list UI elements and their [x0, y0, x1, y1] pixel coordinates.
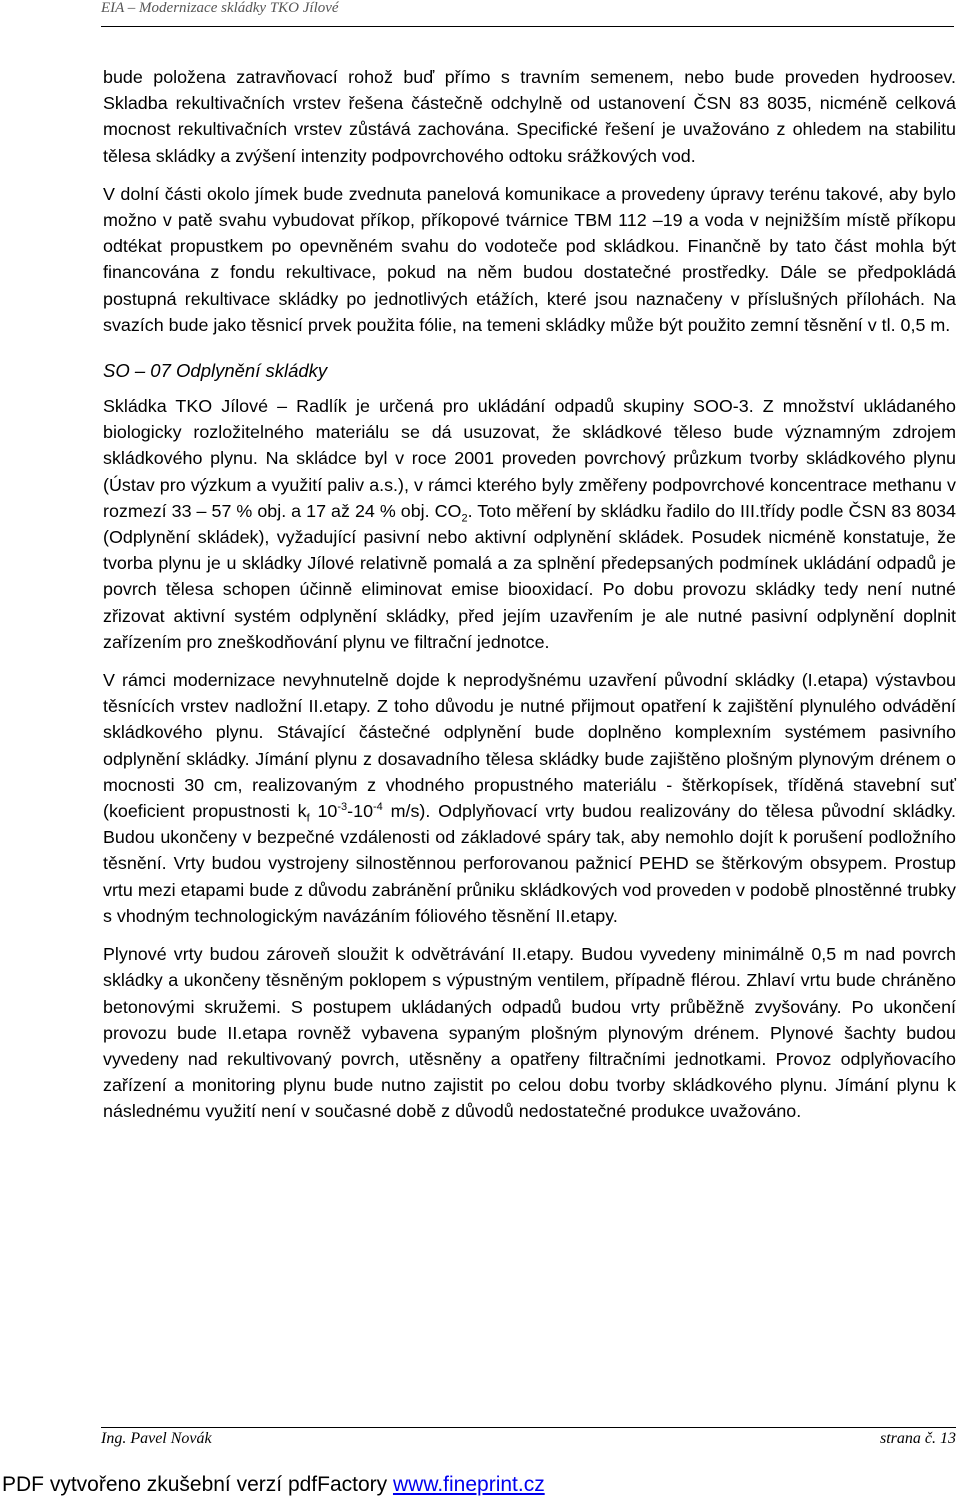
footer-author: Ing. Pavel Novák: [101, 1430, 212, 1447]
header-title: EIA – Modernizace skládky TKO Jílové: [101, 0, 339, 16]
pdf-creator-note: [2, 1473, 545, 1497]
paragraph: bude položena zatravňovací rohož buď přímo s travním semenem, nebo bude proveden hydroosev. Skladba rekultivačních vrstev řešena částečně odchylně od ustanovení ČSN 83 8035, nicméně celková mocnost rekultivačních vrstev zůstává zachována. Specifické řešení je uvažováno z ohledem na stabilitu tělesa skládky a zvýšení intenzity podpovrchového odtoku srážkových vod.: [103, 67, 956, 166]
footer-divider: [101, 1427, 956, 1428]
pdf-note-text: PDF vytvořeno zkušební verzí pdfFactory: [2, 1473, 393, 1496]
paragraph: V dolní části okolo jímek bude zvednuta panelová komunikace a provedeny úpravy terénu takové, aby bylo možno v patě svahu vybudovat příkop, příkopové tvárnice TBM 112 –19 a voda v nejnižším místě příkopu odtékat propustkem po opevněném svahu do vodoteče pod skládkou. Finančně by tato část mohla být financována z fondu rekultivace, pokud na něm budou dostatečné prostředky. Dále se předpokládá postupná rekultivace skládky po jednotlivých etážích, které jsou naznačeny v příslušných přílohách. Na svazích bude jako těsnicí prvek použita fólie, na temeni skládky může být použito zemní těsnění v tl. 0,5 m.: [103, 183, 956, 335]
document-body: [103, 64, 956, 1137]
paragraph-gas: Skládka TKO Jílové – Radlík je určená pro ukládání odpadů skupiny SOO-3. Z množství ukládaného biologicky rozložitelného materiálu se dá usuzovat, že skládkové těleso bude významným zdrojem skládkového plynu. Na skládce byl v roce 2001 proveden povrchový průzkum tvorby skládkového plynu (Ústav pro výzkum a využití paliv a.s.), v rámci kterého byly změřeny podpovrchové koncentrace methanu v rozmezí 33 – 57 % obj. a 17 až 24 % obj. $CO_2$. Toto měření by skládku řadilo do III.třídy podle ČSN 83 8034 (Odplynění skládek), vyžadující pasivní nebo aktivní odplynění skládek. Posudek nicméně konstatuje, že tvorba plynu je u skládky Jílové relativně pomalá a za splnění předepsaných podmínek ukládání odpadů je povrch tělesa schopen účinně eliminovat emise biooxidací. Po dobu provozu skládky tedy není nutné zřizovat aktivní systém odplynění skládky, před jejím uzavřením je ale nutné pasivní odplynění doplnit zařízením pro zneškodňování plynu ve filtrační jednotce.: [103, 396, 956, 652]
paragraph-modernization: V rámci modernizace nevyhnutelně dojde k neprodyšnému uzavření původní skládky (I.etapa) výstavbou těsnících vrstev nadložní II.etapy. Z toho důvodu je nutné přijmout opatření k zajištění plynulého odvádění skládkového plynu. Stávající částečné odplynění bude doplněno komplexním systémem pasivního odplynění skládky. Jímání plynu z dosavadního tělesa skládky bude zajištěno plošným plynovým drénem o mocnosti 30 cm, realizovaným z vhodného propustného materiálu - štěrkopísek, tříděná stavební suť (koeficient propustnosti $k_f$ $10^{-3}-10^{-4}$ m/s). Odplyňovací vrty budou realizovány do tělesa původní skládky. Budou ukončeny v bezpečné vzdálenosti od základové spáry tak, aby nemohlo dojít k porušení podložního těsnění. Vrty budou vystrojeny silnostěnnou perforovanou pažnicí PEHD se štěrkovým obsypem. Prostup vrtu mezi etapami bude z důvodu zabránění průniku skládkových vod proveden v podobě plnostěnné trubky s vhodným technologickým navázáním fóliového těsnění II.etapy.: [103, 670, 956, 926]
fineprint-link[interactable]: www.fineprint.cz: [392, 1473, 545, 1496]
page-header: [101, 0, 954, 27]
paragraph-vents: Plynové vrty budou zároveň sloužit k odvětrávání II.etapy. Budou vyvedeny minimálně 0,5 m nad povrch skládky a ukončeny těsněným poklopem s výpustným ventilem, případně flérou. Zhlaví vrtu bude chráněno betonovými skružemi. S postupem ukládaných odpadů budou vrty průběžně zvyšovány. Po ukončení provozu bude II.etapa rovněž vybavena sypaným plošným plynovým drénem. Plynové šachty budou vyvedeny nad rekultivovaný povrch, utěsněny a opatřeny filtračními jednotkami. Provoz odplyňovacího zařízení a monitoring plynu bude nutno zajistit po celou dobu tvorby skládkového plynu. Jímání plynu k následnému využití není v současné době z důvodů nedostatečné produkce uvažováno.: [103, 944, 956, 1122]
section-heading: SO – 07 Odplynění skládky: [103, 360, 328, 382]
page-footer: [101, 1430, 956, 1452]
page-number: strana č. 13: [880, 1430, 956, 1447]
